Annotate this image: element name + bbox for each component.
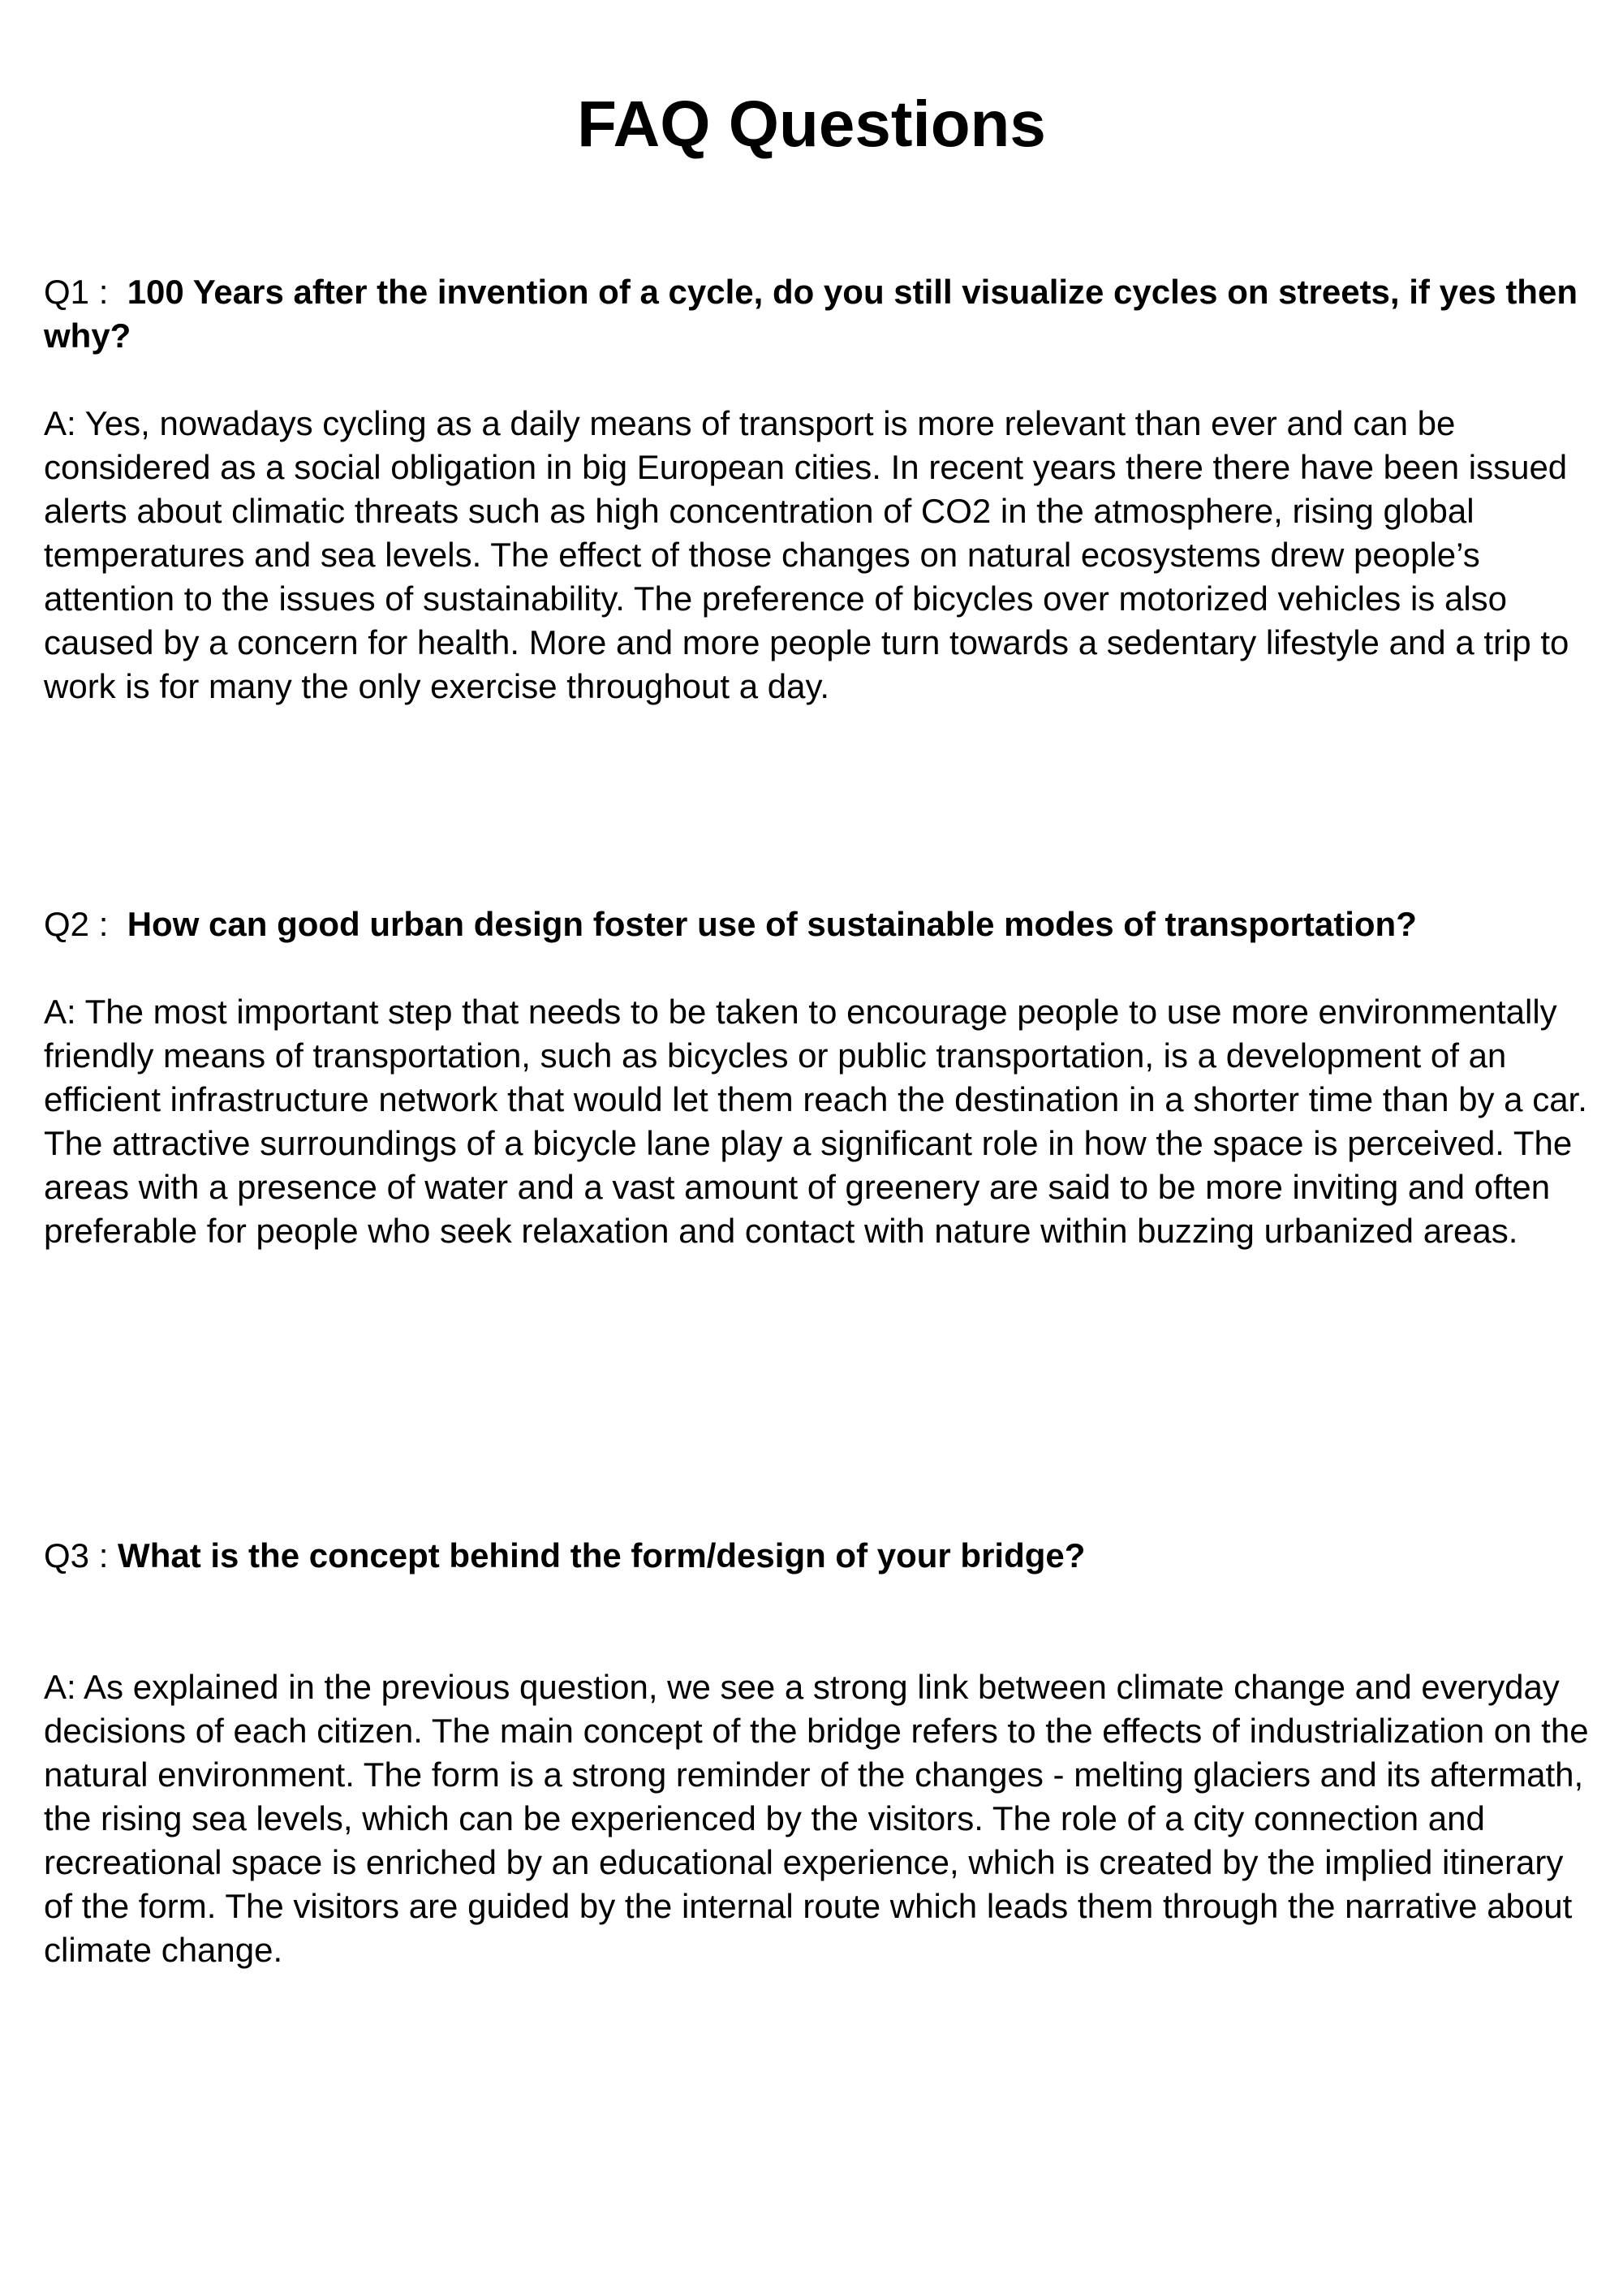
faq-answer-3: A: As explained in the previous question, we see a strong link between climate change and everyday decisions of each citizen. The main concept of the bridge refers to the effects of industrialization on the natural environment. The form is a strong reminder of the changes - melting glaciers and its aftermath, the rising sea levels, which can be experienced by the visitors. The role of a city connection and recreational space is enriched by an educational experience, which is created by the implied itinerary of the form. The visitors are guided by the internal route which leads them through the narrative about climate change. (44, 1668, 1589, 1969)
question-number-1: Q1 : (44, 273, 127, 311)
faq-item-1 (44, 270, 1594, 709)
faq-item-3 (44, 1534, 1594, 1972)
faq-question-2 (44, 902, 1594, 946)
faq-item-2 (44, 902, 1594, 1253)
question-text-2: How can good urban design foster use of sustainable modes of transportation? (127, 905, 1417, 943)
question-number-2: Q2 : (44, 905, 127, 943)
faq-answer-1: A: Yes, nowadays cycling as a daily means of transport is more relevant than ever and can be considered as a social obligation in big European cities. In recent years there there have been issued alerts about climatic threats such as high concentration of CO2 in the atmosphere, rising global temperatures and sea levels. The effect of those changes on natural ecosystems drew people’s attention to the issues of sustainability. The preference of bicycles over motorized vehicles is also caused by a concern for health. More and more people turn towards a sedentary lifestyle and a trip to work is for many the only exercise throughout a day. (44, 404, 1569, 705)
page-title: FAQ Questions (577, 88, 1046, 160)
question-text-1: 100 Years after the invention of a cycle, do you still visualize cycles on streets, if yes then why? (44, 273, 1578, 355)
faq-question-3 (44, 1534, 1594, 1578)
faq-answer-2: A: The most important step that needs to be taken to encourage people to use more environmentally friendly means of transportation, such as bicycles or public transportation, is a development of an efficient infrastructure network that would let them reach the destination in a shorter time than by a car. The attractive surroundings of a bicycle lane play a significant role in how the space is perceived. The areas with a presence of water and a vast amount of greenery are said to be more inviting and often preferable for people who seek relaxation and contact with nature within buzzing urbanized areas. (44, 993, 1587, 1250)
question-text-3: What is the concept behind the form/design of your bridge? (118, 1536, 1086, 1574)
question-number-3: Q3 : (44, 1536, 118, 1574)
faq-question-1 (44, 270, 1594, 358)
